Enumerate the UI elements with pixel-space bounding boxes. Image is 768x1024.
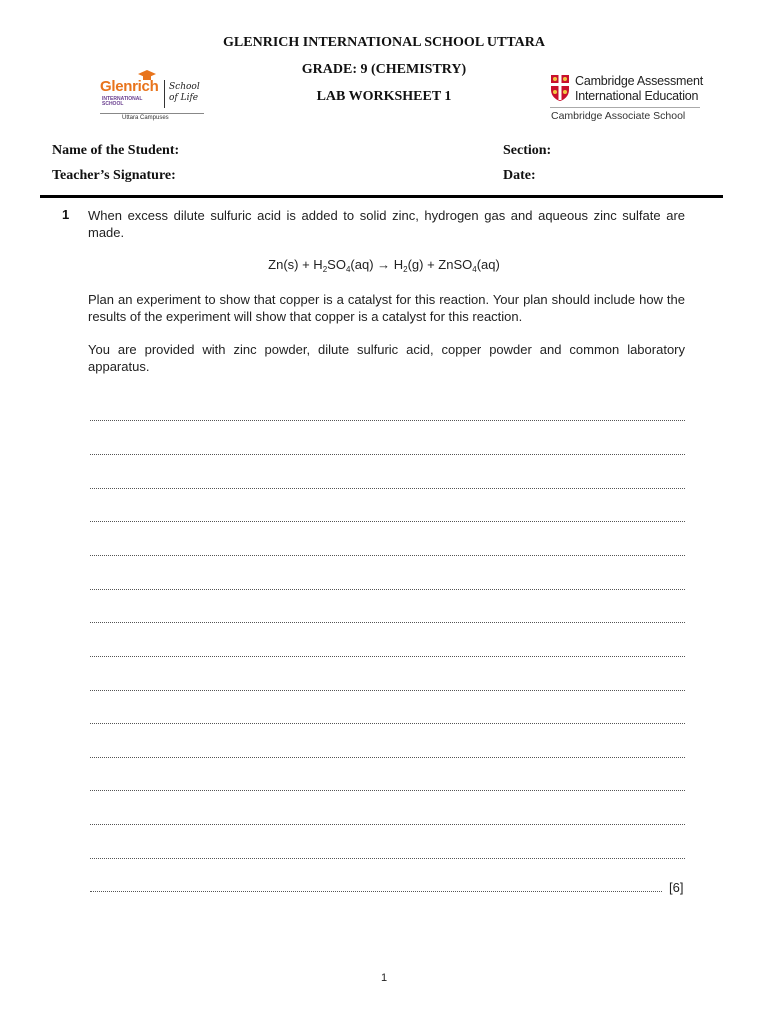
campus-label: Uttara Campuses: [122, 115, 169, 121]
eq-subscript: 2: [322, 265, 328, 274]
eq-part: (aq) → H: [350, 257, 404, 272]
answer-line[interactable]: [90, 757, 685, 758]
cambridge-divider: [550, 107, 700, 108]
page-number: 1: [380, 972, 388, 984]
answer-line[interactable]: [90, 858, 685, 859]
section-label: Section:: [503, 143, 552, 158]
answer-line[interactable]: [90, 891, 662, 892]
answer-line[interactable]: [90, 690, 685, 691]
worksheet-title: LAB WORKSHEET 1: [316, 89, 452, 104]
eq-part: (g) + ZnSO: [407, 257, 473, 272]
plan-instructions: Plan an experiment to show that copper is a catalyst for this reaction. Your plan should include how the results of the experiment will show that copper is a catalyst for this reaction.: [88, 292, 685, 324]
provided-materials: You are provided with zinc powder, dilute sulfuric acid, copper powder and common laboratory apparatus.: [88, 342, 685, 374]
cambridge-associate-label: Cambridge Associate School: [551, 110, 686, 122]
eq-part: (aq): [476, 257, 500, 272]
eq-subscript: 4: [472, 265, 477, 274]
reaction-equation: [0, 257, 768, 272]
eq-part: Zn(s) + H: [268, 257, 323, 272]
header-rule: [40, 195, 723, 198]
school-name: GLENRICH INTERNATIONAL SCHOOL UTTARA: [223, 35, 545, 50]
tagline-line1: School: [169, 82, 200, 92]
answer-line[interactable]: [90, 790, 685, 791]
tagline-line2: of Life: [169, 93, 199, 103]
teacher-signature-label: Teacher’s Signature:: [52, 168, 176, 183]
question-intro: When excess dilute sulfuric acid is added to solid zinc, hydrogen gas and aqueous zinc sulfate are made.: [88, 208, 685, 240]
school-of-life-tagline: [169, 82, 200, 104]
answer-line[interactable]: [90, 488, 685, 489]
glenrich-wordmark: Glenrich: [100, 78, 159, 95]
student-name-label: Name of the Student:: [52, 143, 180, 158]
answer-line[interactable]: [90, 555, 685, 556]
logo-divider: [164, 80, 165, 108]
answer-line[interactable]: [90, 824, 685, 825]
logo-underline: [100, 113, 204, 114]
eq-subscript: 4: [345, 265, 351, 274]
glenrich-subtitle: [102, 97, 157, 107]
glenrich-sub-international: INTERNATIONAL: [102, 96, 143, 102]
cambridge-logo: [550, 74, 710, 124]
glenrich-logo: [100, 70, 210, 128]
answer-line[interactable]: [90, 521, 685, 522]
date-label: Date:: [503, 168, 536, 183]
cambridge-line2: International Education: [575, 89, 699, 103]
cambridge-line1: Cambridge Assessment: [575, 74, 704, 88]
eq-subscript: 2: [403, 265, 408, 274]
marks-label: [6]: [669, 880, 684, 895]
answer-line[interactable]: [90, 420, 685, 421]
answer-line[interactable]: [90, 622, 685, 623]
cambridge-shield-icon: [550, 74, 570, 102]
question-number: 1: [62, 207, 70, 222]
answer-line[interactable]: [90, 656, 685, 657]
glenrich-sub-school: SCHOOL: [102, 101, 124, 107]
eq-part: SO: [327, 257, 346, 272]
answer-line[interactable]: [90, 723, 685, 724]
answer-line[interactable]: [90, 589, 685, 590]
grade-title: GRADE: 9 (CHEMISTRY): [301, 62, 467, 77]
answer-line[interactable]: [90, 454, 685, 455]
